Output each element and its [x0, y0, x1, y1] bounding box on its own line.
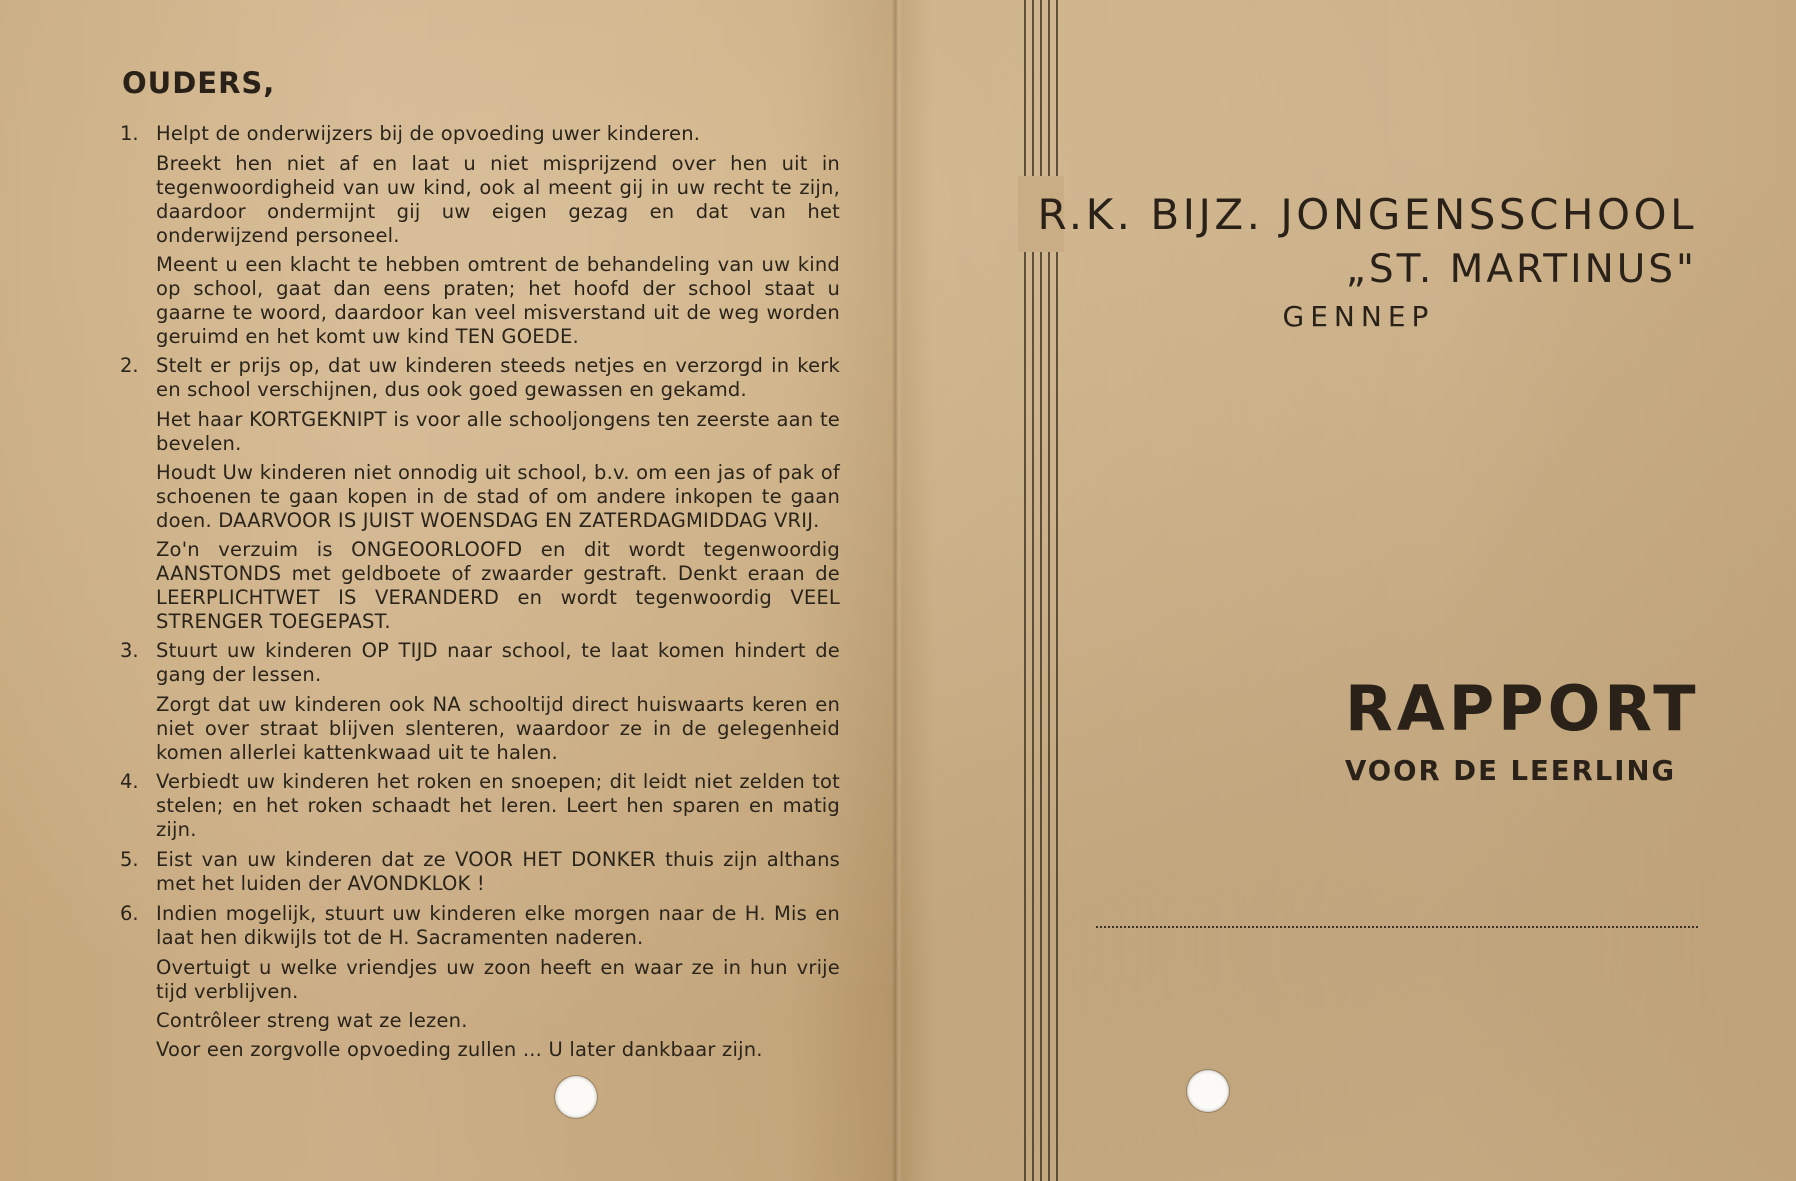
- parents-instructions-page: [120, 66, 840, 1067]
- item-paragraph: Zorgt dat uw kinderen ook NA schooltijd direct huiswaarts keren en niet over straat blijven slenteren, waardoor ze in de gelegenheid komen allerlei kattenkwaad uit te halen.: [156, 693, 840, 764]
- instruction-item: [120, 770, 840, 842]
- item-paragraph: Verbiedt uw kinderen het roken en snoepen; dit leidt niet zelden tot stelen; en het roken schaadt het leren. Leert hen sparen en matig zijn.: [156, 770, 840, 841]
- item-paragraph: Breekt hen niet af en laat u niet misprijzend over hen uit in tegenwoordigheid van uw kind, ook al meent gij in uw recht te zijn, daardoor ondermijnt gij uw eigen gezag en dat van het onderwijzend personeel.: [156, 152, 840, 247]
- report-title: RAPPORT: [1345, 672, 1700, 745]
- report-title-block: [1345, 672, 1700, 787]
- item-paragraph: Voor een zorgvolle opvoeding zullen ... U later dankbaar zijn.: [156, 1038, 763, 1061]
- school-patron: „ST. MARTINUS": [1345, 247, 1697, 292]
- item-paragraph: Overtuigt u welke vriendjes uw zoon heeft en waar ze in hun vrije tijd verblijven.: [156, 956, 840, 1003]
- instruction-item: [120, 122, 840, 349]
- item-paragraph: Contrôleer streng wat ze lezen.: [156, 1009, 468, 1032]
- item-number: 4.: [120, 770, 139, 793]
- item-paragraph: Stelt er prijs op, dat uw kinderen steeds netjes en verzorgd in kerk en school verschijnen, dus ook goed gewassen en gekamd.: [156, 354, 840, 401]
- page-heading: OUDERS,: [122, 66, 276, 100]
- item-paragraph: Houdt Uw kinderen niet onnodig uit school, b.v. om een jas of pak of schoenen te gaan kopen in de stad of om andere inkopen te gaan doen. DAARVOOR IS JUIST WOENSDAG EN ZATERDAGMIDDAG VRIJ.: [156, 461, 840, 532]
- item-paragraph: Zo'n verzuim is ONGEOORLOOFD en dit wordt tegenwoordig AANSTONDS met geldboete of zwaarder gestraft. Denkt eraan de LEERPLICHTWET IS VERANDERD en wordt tegenwoordig VEEL STRENGER TOEGEPAST.: [156, 538, 840, 633]
- punch-hole-right: [1187, 1070, 1229, 1112]
- instruction-item: [120, 354, 840, 634]
- report-subtitle: VOOR DE LEERLING: [1345, 755, 1677, 787]
- item-paragraph: Stuurt uw kinderen OP TIJD naar school, te laat komen hindert de gang der lessen.: [156, 639, 840, 686]
- school-town: GENNEP: [1282, 300, 1435, 333]
- item-paragraph: Indien mogelijk, stuurt uw kinderen elke morgen naar de H. Mis en laat hen dikwijls tot de H. Sacramenten naderen.: [156, 902, 840, 949]
- item-number: 5.: [120, 848, 139, 871]
- item-paragraph: Meent u een klacht te hebben omtrent de behandeling van uw kind op school, gaat dan eens praten; het hoofd der school staat u gaarne te woord, daardoor kan veel misverstand uit de weg worden geruimd en het komt uw kind TEN GOEDE.: [156, 253, 840, 348]
- item-number: 1.: [120, 122, 139, 145]
- instruction-list: [120, 122, 840, 1062]
- instruction-item: [120, 639, 840, 765]
- item-paragraph: Het haar KORTGEKNIPT is voor alle schooljongens ten zeerste aan te bevelen.: [156, 408, 840, 455]
- school-name-block: [1038, 190, 1697, 333]
- center-fold: [892, 0, 902, 1181]
- instruction-item: [120, 902, 840, 1062]
- item-number: 6.: [120, 902, 139, 925]
- school-name: R.K. BIJZ. JONGENSSCHOOL: [1037, 190, 1697, 239]
- item-number: 3.: [120, 639, 139, 662]
- punch-hole-left: [555, 1076, 597, 1118]
- item-number: 2.: [120, 354, 139, 377]
- instruction-item: [120, 848, 840, 896]
- item-paragraph: Eist van uw kinderen dat ze VOOR HET DONKER thuis zijn althans met het luiden der AVONDKLOK !: [156, 848, 840, 895]
- item-paragraph: Helpt de onderwijzers bij de opvoeding uwer kinderen.: [156, 122, 701, 145]
- student-name-line: [1096, 926, 1698, 928]
